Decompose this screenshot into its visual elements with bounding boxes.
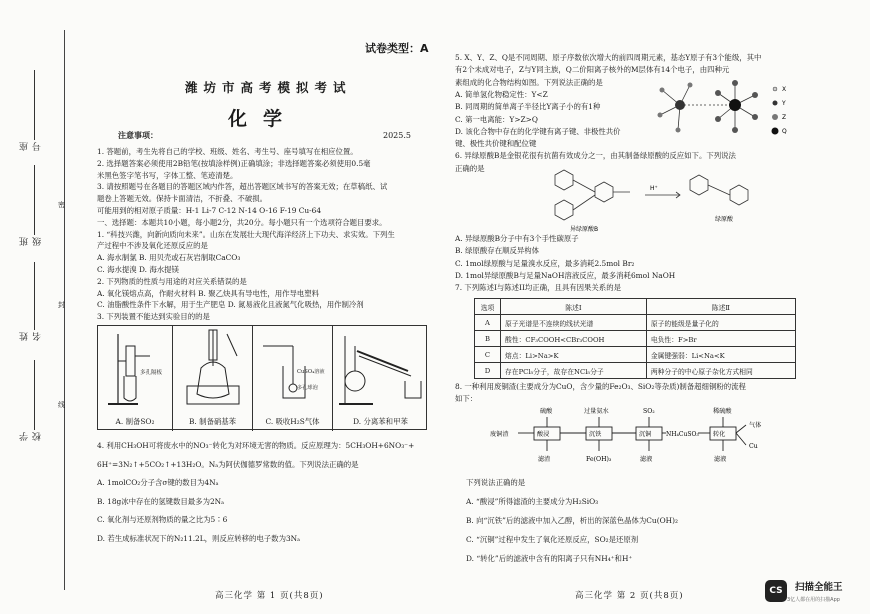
field-line [34, 70, 35, 140]
apparatus-b-drawing [173, 326, 253, 411]
table-cell: B [475, 331, 501, 347]
flow-intermediate: NH₄CuSO₃ [666, 431, 699, 438]
field-line [34, 262, 35, 330]
q6-reactant: 异绿原酸B [570, 226, 599, 233]
text-line: 一、选择题：本题共10小题，每小题2分，共20分。每小题只有一个选项符合题目要求。 [97, 217, 387, 227]
footer-page-1: 高三化学 第 1 页(共8页) [215, 591, 324, 601]
binding-line [64, 30, 65, 590]
apparatus-b [173, 326, 253, 431]
text-line: C. “沉铜”过程中发生了氧化还原反应，SO₂是还原剂 [466, 535, 639, 544]
text-line: C. 第一电离能：Y>Z>Q [455, 114, 538, 124]
table-header: 陈述Ⅰ [501, 299, 647, 315]
flow-start: 废铜渣 [490, 431, 509, 438]
text-line: D. 该化合物中存在的化学键有离子键、非极性共价 [455, 126, 621, 136]
text-line: 键、极性共价键和配位键 [455, 139, 537, 149]
text-line: 2. 下列物质的性质与用途的对应关系错误的是 [97, 276, 247, 286]
table-cell: D [475, 363, 501, 379]
text-line: A. 简单氢化物稳定性：Y<Z [455, 89, 548, 99]
legend-q: Q [782, 128, 787, 135]
legend-y: Y [782, 100, 786, 107]
text-line: C. 海水提溴 D. 海水提镁 [97, 265, 179, 274]
table-row [475, 315, 796, 331]
text-line: 7. 下列陈述I与陈述II均正确，且具有因果关系的是 [455, 283, 621, 293]
subject-title: 化学 [228, 108, 299, 130]
exam-date: 2025.5 [383, 131, 411, 140]
flow-reagent: 稀硫酸 [713, 408, 732, 415]
text-line: D. “转化”后的滤液中含有的阳离子只有NH₄⁺和H⁺ [466, 554, 633, 563]
table-header: 选项 [475, 299, 501, 315]
apparatus-d [333, 326, 428, 431]
table-cell: 电负性：F>Br [646, 331, 795, 347]
text-line: 有2个未成对电子，Z与Y同主族，Q二价阳离子核外的M层体有14个电子，由四种元 [455, 65, 730, 75]
text-line: 1. 答题前，考生先将自己的学校、班级、姓名、考生号、座号填写在相应位置。 [97, 147, 358, 156]
apparatus-a-caption: A. 制备SO₂ [115, 417, 155, 426]
q6-catalyst: H⁺ [650, 185, 658, 192]
text-line: 1. “科技兴潍，向新向质向未来”。山东在发展壮大现代海洋经济上下功夫、求实效。下列生 [97, 229, 395, 239]
text-line: A. 氧化镁熔点高，作耐火材料 B. 聚乙炔具有导电性，用作导电塑料 [97, 288, 320, 298]
text-line: B. 同周期的简单离子半径比Y离子小的有1种 [455, 102, 601, 112]
flow-byproduct: 滤渣 [538, 456, 551, 463]
field-line [34, 360, 35, 430]
legend-z: Z [782, 114, 787, 121]
text-line: A. “酸浸”所得滤渣的主要成分为H₂SiO₃ [466, 497, 599, 506]
text-line: 4. 利用CH₃OH可将废水中的NO₃⁻转化为对环境无害的物质。反应原理为：5CH₃OH+6NO₃⁻+ [97, 441, 415, 450]
text-line: 5. X、Y、Z、Q是不同周期、原子序数依次增大的前四周期元素，基态Y原子有3个能级，其中 [455, 53, 762, 62]
table-cell: 存在PCl₅分子，故存在NCl₅分子 [501, 363, 647, 379]
text-line: 3. 下列装置不能达到实验目的的是 [97, 312, 210, 322]
flow-byproduct: Fe(OH)₃ [586, 456, 612, 463]
table-cell: 熔点：Li>Na>K [501, 347, 647, 363]
text-line: B. 绿原酸存在顺反异构体 [455, 246, 540, 256]
notes-heading: 注意事项： [118, 130, 158, 140]
table-cell: 酸性：CF₃COOH<CBr₃COOH [501, 331, 647, 347]
scanner-app-name: 扫描全能王 [795, 582, 843, 593]
text-line: C. 氧化剂与还原剂物质的量之比为5∶6 [97, 515, 228, 524]
apparatus-a [98, 326, 173, 431]
flow-step: 沉铜 [639, 431, 652, 438]
flow-reagent: SO₂ [643, 408, 655, 415]
table-cell: C [475, 347, 501, 363]
text-line: 8. 一种利用废铜渣(主要成分为CuO，含少量的Fe₂O₃、SiO₂等杂质)制备超细铜粉的流程 [455, 382, 746, 391]
text-line: 米黑色签字笔书写，字体工整、笔迹清楚。 [97, 170, 238, 180]
scanner-app-tagline: 3亿人都在用的扫描App [787, 597, 840, 603]
table-cell: 原子光谱是不连续的线状光谱 [501, 315, 647, 331]
text-line: 下列说法正确的是 [466, 478, 526, 487]
flow-reagent: 过量氨水 [584, 408, 609, 415]
flow-reagent: 硫酸 [540, 408, 553, 415]
legend-x: X [782, 86, 787, 93]
table-cell: 原子的能级是量子化的 [646, 315, 795, 331]
apparatus-d-caption: D. 分离苯和甲苯 [353, 417, 408, 426]
table-header-row [475, 299, 796, 315]
apparatus-b-caption: B. 制备硝基苯 [188, 417, 237, 426]
table-row [475, 331, 796, 347]
q5-structure-figure [650, 75, 800, 150]
text-line: 如下： [455, 394, 478, 404]
exam-type: 试卷类型：A [365, 42, 429, 55]
footer-page-2: 高三化学 第 2 页(共8页) [575, 591, 684, 601]
text-line: 6. 异绿原酸B是金银花很有抗菌有效成分之一，由其制备绿原酸的反应如下。下列说法 [455, 151, 736, 161]
bind-mark-2: 封 [58, 301, 65, 309]
table-cell: 金属键强弱：Li<Na<K [646, 347, 795, 363]
text-line: C. 1mol绿原酸与足量溴水反应，最多消耗2.5mol Br₂ [455, 258, 635, 268]
table-row [475, 347, 796, 363]
apparatus-c [253, 326, 333, 431]
text-line: 题卷上答题无效。保持卡面清洁，不折叠、不破损。 [97, 194, 267, 204]
text-line: D. 1mol异绿原酸B与足量NaOH溶液反应，最多消耗6mol NaOH [455, 270, 676, 280]
scanner-logo: CS [765, 580, 787, 602]
text-line: 产过程中不涉及氧化还原反应的是 [97, 241, 208, 251]
flow-step: 转化 [713, 431, 726, 438]
table-cell: A [475, 315, 501, 331]
flow-step: 沉铁 [589, 431, 602, 438]
apparatus-d-drawing [333, 326, 428, 411]
q7-table [474, 298, 796, 379]
text-line: C. 油脂酸性条件下水解，用于生产肥皂 D. 氮易液化且液氮气化吸热，用作制冷剂 [97, 300, 364, 310]
apparatus-c-caption: C. 吸收H₂S气体 [265, 417, 320, 426]
text-line: D. 若生成标准状况下的N₂11.2L，则反应转移的电子数为3Nₐ [97, 533, 300, 543]
field-line [34, 165, 35, 235]
text-line: B. 向“沉铁”后的滤液中加入乙醇，析出的深蓝色晶体为Cu(OH)₂ [466, 516, 678, 525]
apparatus-figure [97, 325, 427, 430]
flow-output: Cu [749, 443, 758, 450]
exam-title: 潍坊市高考模拟考试 [185, 80, 352, 95]
apparatus-c-label2: 多孔球泡 [297, 385, 318, 391]
q6-product: 绿原酸 [715, 216, 734, 223]
text-line: A. 海水制氯 B. 用贝壳或石灰岩制取CaCO₃ [97, 253, 241, 263]
flow-output: 气体 [749, 422, 762, 429]
text-line: 正确的是 [455, 163, 485, 173]
text-line: A. 异绿原酸B分子中有3个手性碳原子 [455, 234, 579, 243]
text-line: B. 18g冰中存在的氢键数目最多为2Nₐ [97, 496, 224, 506]
text-line: 可能用到的相对原子质量：H-1 Li-7 C-12 N-14 O-16 F-19 Cu-64 [97, 206, 322, 215]
text-line: 素组成的化合物结构如图。下列说法正确的是 [455, 77, 603, 87]
flow-step: 酸浸 [537, 431, 550, 438]
q8-flowchart [488, 405, 788, 475]
table-row [475, 363, 796, 379]
q6-reaction-figure [540, 165, 780, 235]
text-line: 3. 请按照题号在各题目的答题区域内作答，超出答题区域书写的答案无效；在草稿纸、试 [97, 182, 388, 192]
apparatus-c-label1: CuSO₄溶液 [297, 369, 325, 375]
bind-mark-1: 密 [58, 201, 65, 209]
apparatus-a-label: 多孔隔板 [140, 370, 163, 376]
flow-byproduct: 滤液 [640, 456, 653, 463]
table-header: 陈述Ⅱ [646, 299, 795, 315]
flow-byproduct: 滤液 [714, 456, 727, 463]
bind-mark-3: 线 [58, 401, 65, 409]
text-line: A. 1molCO₂分子含σ键的数目为4Nₐ [97, 478, 219, 487]
table-cell: 两种分子的中心原子杂化方式相同 [646, 363, 795, 379]
binding-margin: 座号 班级 姓名 学校 密 封 线 [0, 0, 82, 614]
text-line: 6H⁺=3N₂↑+5CO₂↑+13H₂O。Nₐ为阿伏伽德罗常数的值。下列说法正确的是 [97, 459, 359, 469]
text-line: 2. 选择题答案必须使用2B铅笔(按填涂样例)正确填涂；非选择题答案必须使用0.5毫 [97, 158, 371, 168]
